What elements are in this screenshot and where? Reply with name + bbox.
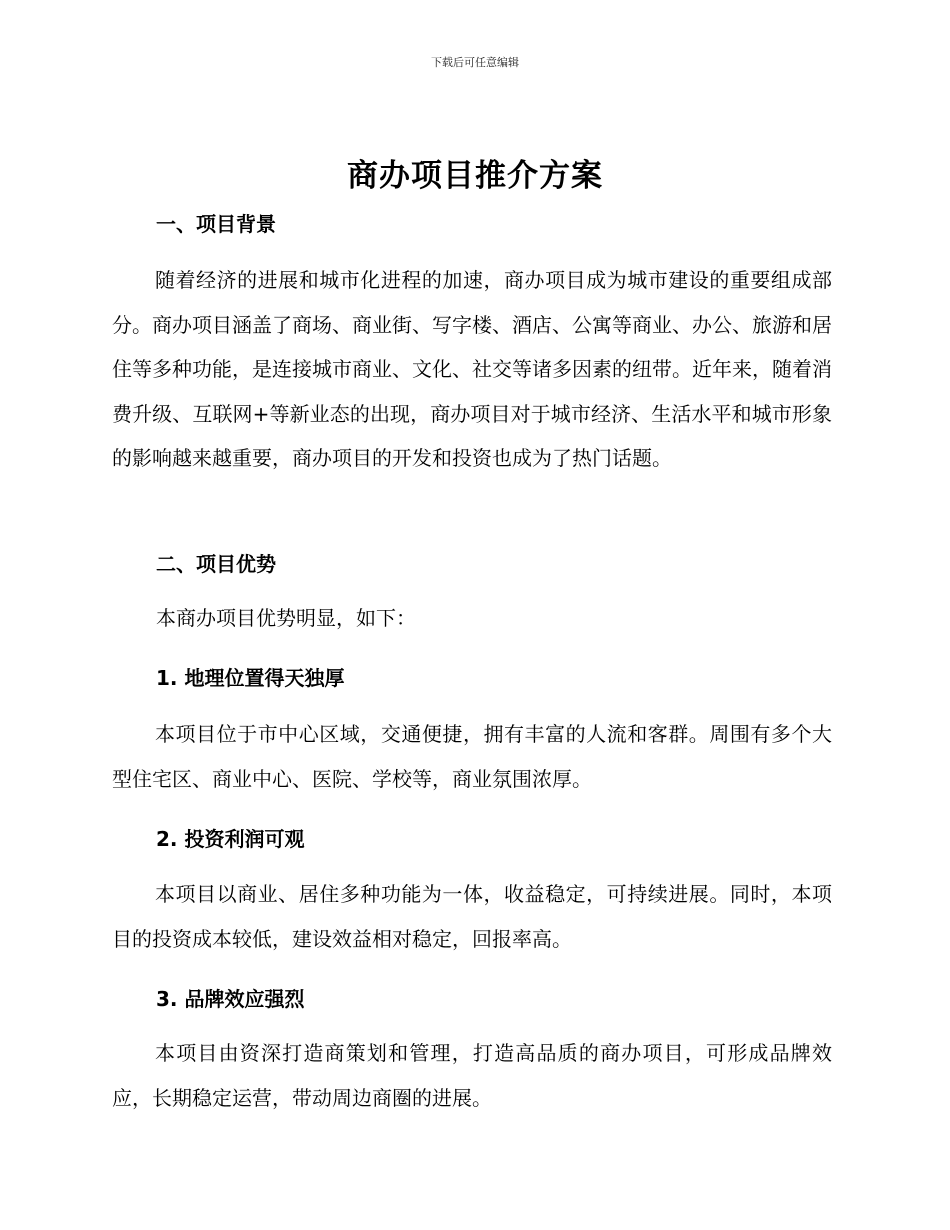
paragraph-location: 本项目位于市中心区域，交通便捷，拥有丰富的人流和客群。周围有多个大型住宅区、商业中心、医院、学校等，商业氛围浓厚。 (112, 722, 832, 791)
paragraph-profit: 本项目以商业、居住多种功能为一体，收益稳定，可持续进展。同时，本项目的投资成本较低，建设效益相对稳定，回报率高。 (112, 882, 832, 951)
page-header-note: 下载后可任意编辑 (431, 56, 519, 69)
subheading-profit: 2. 投资利润可观 (156, 827, 305, 851)
paragraph-brand: 本项目由资深打造商策划和管理，打造高品质的商办项目，可形成品牌效应，长期稳定运营，带动周边商圈的进展。 (112, 1041, 832, 1110)
paragraph-advantages-intro: 本商办项目优势明显，如下： (156, 606, 416, 630)
paragraph-background: 随着经济的进展和城市化进程的加速，商办项目成为城市建设的重要组成部分。商办项目涵盖了商场、商业街、写字楼、酒店、公寓等商业、办公、旅游和居住等多种功能，是连接城市商业、文化、社交等诸多因素的纽带。近年来，随着消费升级、互联网+等新业态的出现，商办项目对于城市经济、生活水平和城市形象的影响越来越重要，商办项目的开发和投资也成为了热门话题。 (112, 268, 832, 471)
section-heading-advantages: 二、项目优势 (156, 552, 276, 576)
section-heading-background: 一、项目背景 (156, 212, 276, 236)
subheading-location: 1. 地理位置得天独厚 (156, 666, 345, 690)
document-title: 商办项目推介方案 (347, 158, 603, 194)
subheading-brand: 3. 品牌效应强烈 (156, 987, 305, 1011)
